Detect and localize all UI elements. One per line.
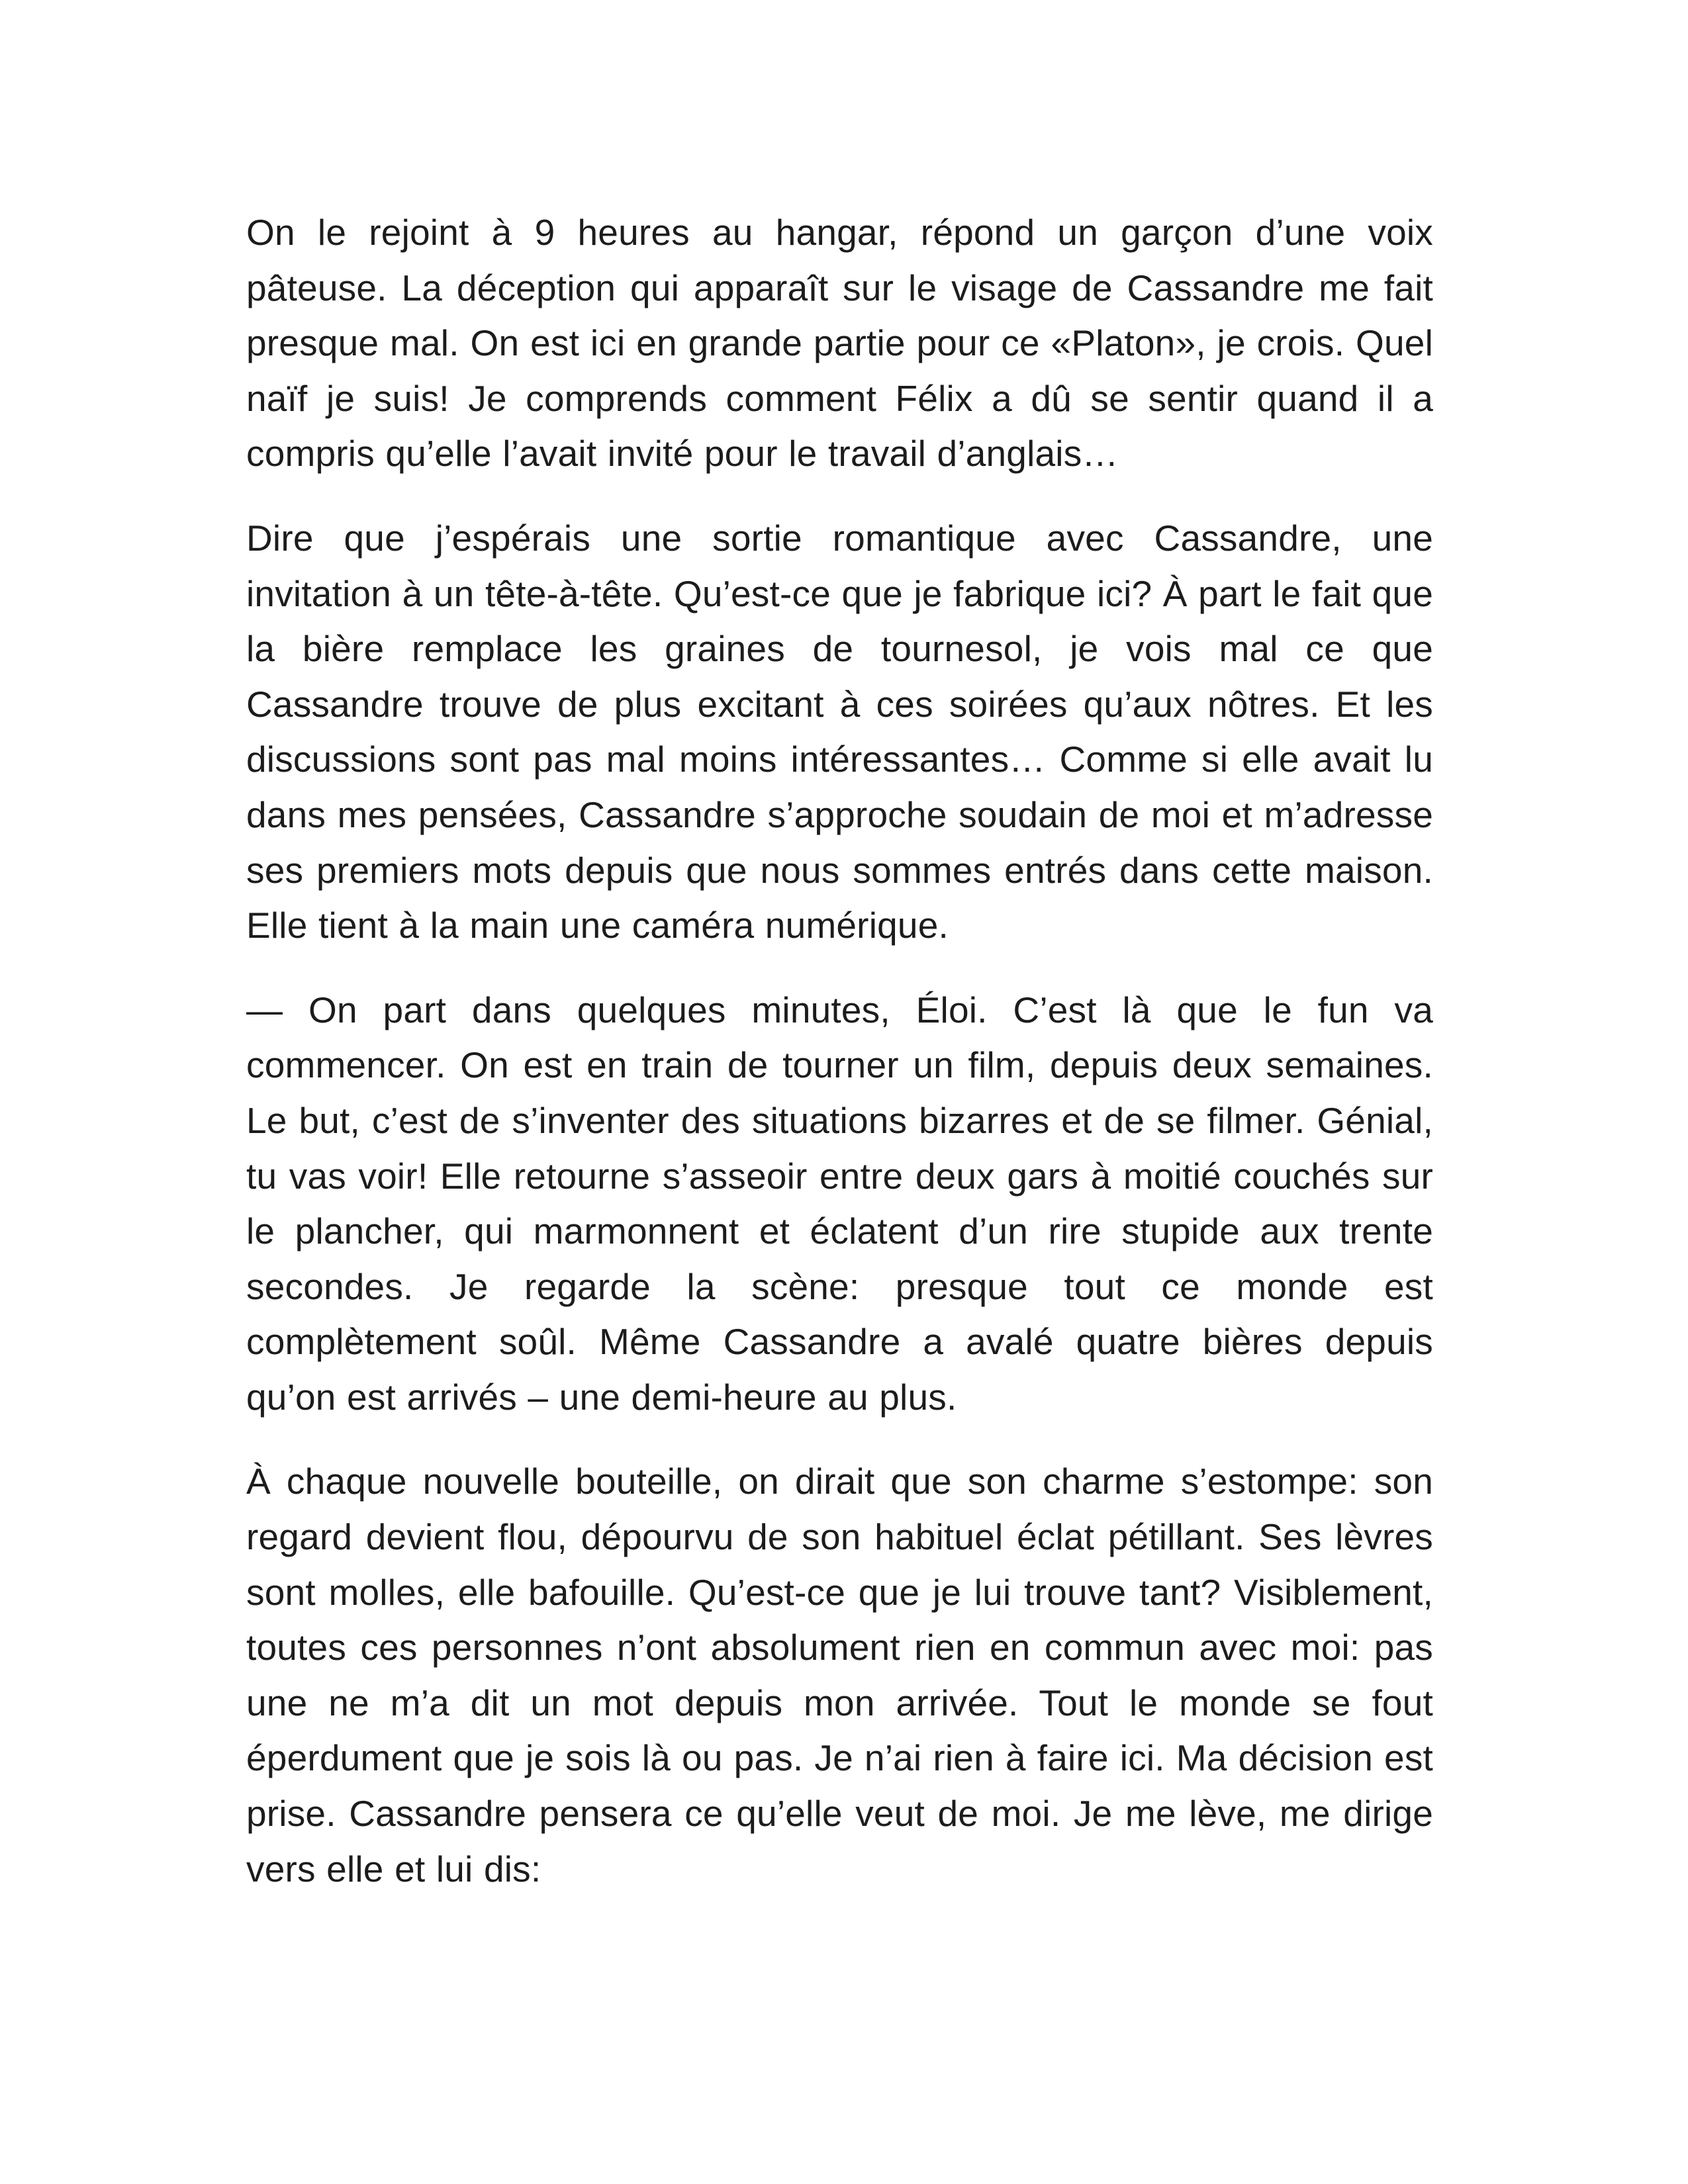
paragraph-1: On le rejoint à 9 heures au hangar, répond un garçon d’une voix pâteuse. La déception qui apparaît sur le visage de Cassandre me fait presque mal. On est ici en grande partie pour ce «Platon», je crois. Quel naïf je suis! Je comprends comment Félix a dû se sentir quand il a compris qu’elle l’avait invité pour le travail d’anglais… xyxy=(246,212,1433,475)
paragraph-2: Dire que j’espérais une sortie romantique avec Cassandre, une invitation à un tête-à-tête. Qu’est-ce que je fabrique ici? À part le fait que la bière remplace les graines de tournesol, je vois mal ce que Cassandre trouve de plus excitant à ces soirées qu’aux nôtres. Et les discussions sont pas mal moins intéressantes… Comme si elle avait lu dans mes pensées, Cassandre s’approche soudain de moi et m’adresse ses premiers mots depuis que nous sommes entrés dans cette maison. Elle tient à la main une caméra numérique. xyxy=(246,517,1433,946)
paragraph-3: — On part dans quelques minutes, Éloi. C’est là que le fun va commencer. On est en train de tourner un film, depuis deux semaines. Le but, c’est de s’inventer des situations bizarres et de se filmer. Génial, tu vas voir! Elle retourne s’asseoir entre deux gars à moitié couchés sur le plancher, qui marmonnent et éclatent d’un rire stupide aux trente secondes. Je regarde la scène: presque tout ce monde est complètement soûl. Même Cassandre a avalé quatre bières depuis qu’on est arrivés – une demi-heure au plus. xyxy=(246,989,1433,1418)
paragraph-4: À chaque nouvelle bouteille, on dirait que son charme s’estompe: son regard devient flou, dépourvu de son habituel éclat pétillant. Ses lèvres sont molles, elle bafouille. Qu’est-ce que je lui trouve tant? Visiblement, toutes ces personnes n’ont absolument rien en commun avec moi: pas une ne m’a dit un mot depuis mon arrivée. Tout le monde se fout éperdument que je sois là ou pas. Je n’ai rien à faire ici. Ma décision est prise. Cassandre pensera ce qu’elle veut de moi. Je me lève, me dirige vers elle et lui dis: xyxy=(246,1461,1433,1889)
